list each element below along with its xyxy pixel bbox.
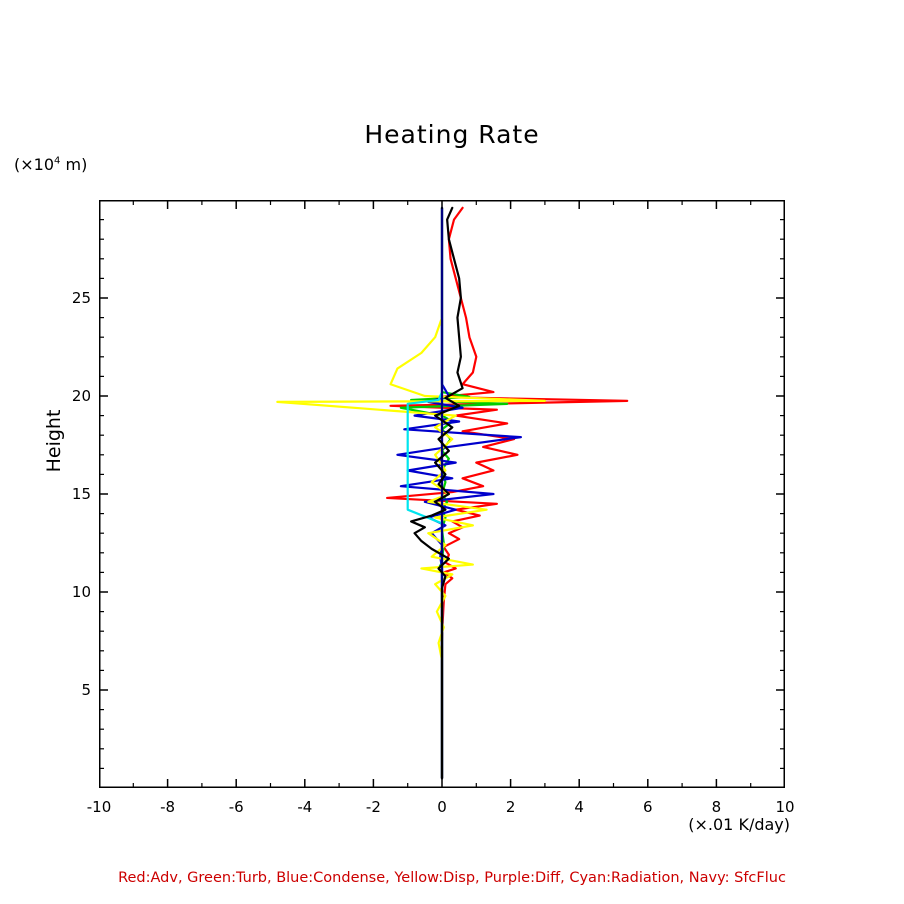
y-tick-label: 20 [71,387,91,405]
x-tick-label: 8 [711,798,722,816]
x-axis-label: (×.01 K/day) [688,815,790,834]
y-axis-label: Height [43,409,65,473]
x-tick-label: 4 [574,798,584,816]
x-tick-label: -10 [86,798,112,816]
y-tick-label: 25 [71,289,91,307]
x-tick-label: 0 [437,798,447,816]
y-tick-label: 5 [81,681,91,699]
x-tick-label: -2 [365,798,381,816]
y-tick-label: 10 [71,583,91,601]
legend: Red:Adv, Green:Turb, Blue:Condense, Yellow:Disp, Purple:Diff, Cyan:Radiation, Navy: SfcFluc [118,870,786,886]
series-group [277,208,627,778]
chart-title: Heating Rate [364,120,540,149]
x-tick-label: -8 [160,798,176,816]
x-tick-label: 2 [505,798,516,816]
x-tick-label: 10 [775,798,795,816]
y-axis-unit-label: ($\times 10^4$ m) [14,155,88,174]
plot-area [99,200,785,788]
x-tick-label: -6 [228,798,244,816]
x-tick-label: 6 [643,798,653,816]
x-tick-label: -4 [297,798,313,816]
y-tick-label: 15 [71,485,91,503]
plot-svg [99,200,785,788]
series-line-adv [387,208,627,778]
series-line-disp [277,208,545,778]
